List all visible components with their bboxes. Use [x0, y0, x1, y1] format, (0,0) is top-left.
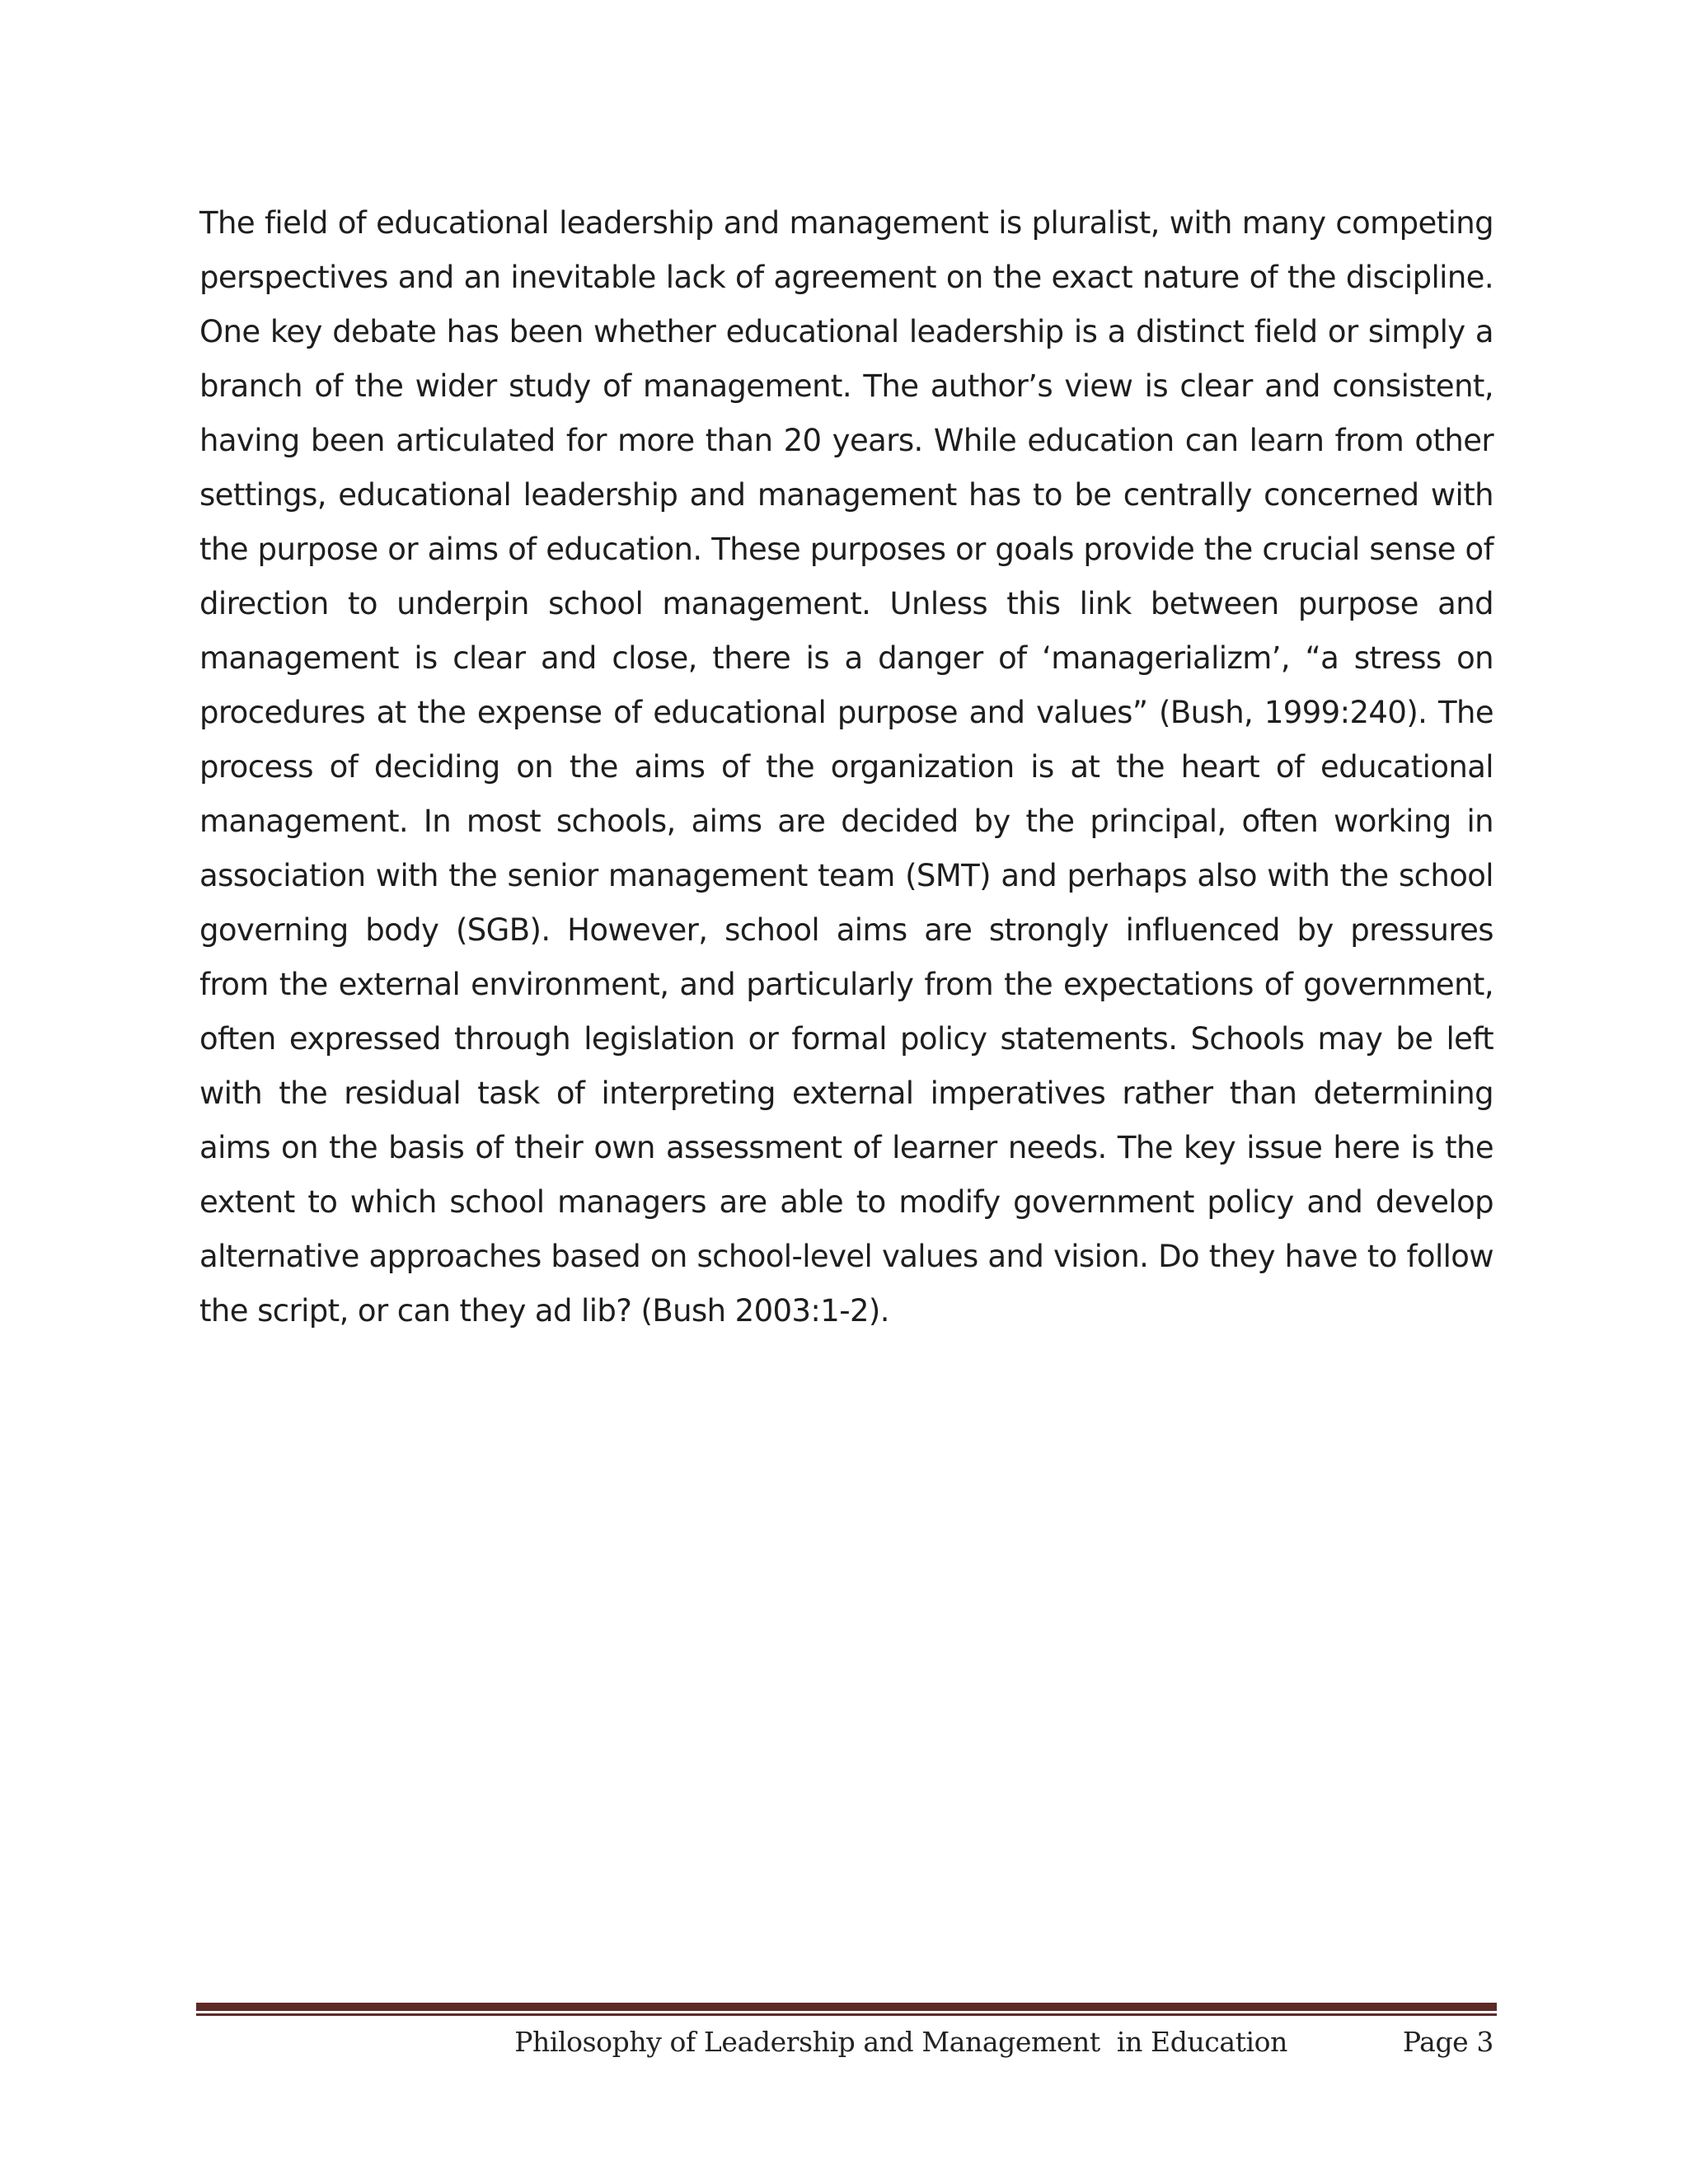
footer-rule-thick — [196, 2003, 1497, 2011]
page-number: Page 3 — [1402, 2026, 1493, 2058]
body-paragraph: The field of educational leadership and management is pluralist, with many competing perspectives and an inevitable lack of agreement on the exact nature of the discipline. One key debate has been whether educational leadership is a distinct field or simply a branch of the wider study of management. The author’s view is clear and consistent, having been articulated for more than 20 years. While education can learn from other settings, educational leadership and management has to be centrally concerned with the purpose or aims of education. These purposes or goals provide the crucial sense of direction to underpin school management. Unless this link between purpose and management is clear and close, there is a danger of ‘managerializm’, “a stress on procedures at the expense of educational purpose and values” (Bush, 1999:240). The process of deciding on the aims of the organization is at the heart of educational management. In most schools, aims are decided by the principal, often working in association with the senior management team (SMT) and perhaps also with the school governing body (SGB). However, school aims are strongly influenced by pressures from the external environment, and particularly from the expectations of government, often expressed through legislation or formal policy statements. Schools may be left with the residual task of interpreting external imperatives rather than determining aims on the basis of their own assessment of learner needs. The key issue here is the extent to which school managers are able to modify government policy and develop alternative approaches based on school-level values and vision. Do they have to follow the script, or can they ad lib? (Bush 2003:1-2). — [199, 205, 1493, 1329]
footer-rule-thin — [196, 2013, 1497, 2016]
page-footer — [196, 2018, 1497, 2067]
footer-title: Philosophy of Leadership and Management in Education — [514, 2026, 1287, 2058]
